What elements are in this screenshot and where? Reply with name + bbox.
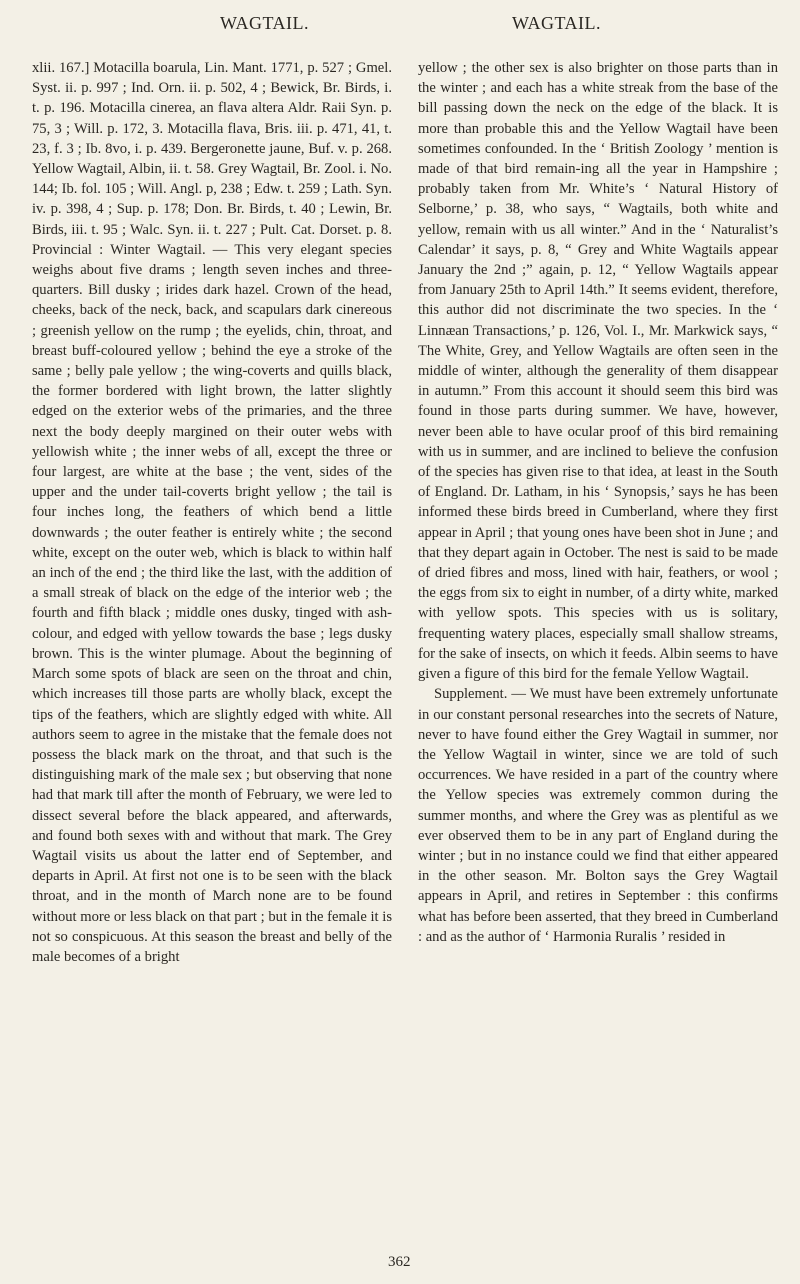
- running-head-right: WAGTAIL.: [512, 13, 602, 33]
- left-column: [32, 58, 392, 967]
- right-column-paragraph-1: yellow ; the other sex is also brighter on those parts than in the winter ; and each has a white streak from the base of the bill passing down the neck on the edge of the black. It is more than probable this and the Yellow Wagtail have been sometimes confounded. In the ‘ British Zoology ’ mention is made of that bird remain-ing all the year in Hampshire ; probably taken from Mr. White’s ‘ Natural History of Selborne,’ p. 38, who says, “ Wagtails, both white and yellow, remain with us all winter.” And in the ‘ Naturalist’s Calendar’ it says, p. 8, “ Grey and White Wagtails appear January the 2nd ;” again, p. 12, “ Yellow Wagtails appear from January 25th to April 14th.” It seems evident, therefore, this author did not discriminate the two species. In the ‘ Linnæan Transactions,’ p. 126, Vol. I., Mr. Markwick says, “ The White, Grey, and Yellow Wagtails are often seen in the middle of winter, although the generality of them disappear in autumn.” From this account it should seem this bird was found in those parts during summer. We have, however, never been able to have ocular proof of this bird remaining with us in summer, and are inclined to believe the confusion of the species has given rise to that idea, at least in the South of England. Dr. Latham, in his ‘ Synopsis,’ says he has been informed these birds breed in Cumberland, where they first appear in April ; that young ones have been shot in June ; and that they depart again in October. The nest is said to be made of dried fibres and moss, lined with hair, feathers, or wool ; the eggs from six to eight in number, of a dirty white, marked with yellow spots. This species with us is solitary, frequenting watery places, especially small shallow streams, for the sake of insects, on which it feeds. Albin seems to have given a figure of this bird for the female Yellow Wagtail.: [418, 60, 778, 683]
- right-column: [418, 58, 778, 947]
- right-column-paragraph-2: Supplement. — We must have been extremely unfortunate in our constant personal researches into the secrets of Nature, never to have found either the Grey Wagtail in summer, nor the Yellow Wagtail in winter, since we are told of such occurrences. We have resided in a part of the country where the Yellow species was extremely common during the summer months, and where the Grey was as plentiful as we ever observed them to be in any part of England during the winter ; but in no instance could we find that either appeared in the other season. Mr. Bolton says the Grey Wagtail appears in April, and retires in September : this confirms what has before been asserted, that they breed in Cumberland : and as the author of ‘ Harmonia Ruralis ’ resided in: [418, 686, 778, 945]
- left-column-paragraph: xlii. 167.] Motacilla boarula, Lin. Mant. 1771, p. 527 ; Gmel. Syst. ii. p. 997 ; Ind. Orn. ii. p. 502, 4 ; Bewick, Br. Birds, i. t. p. 196. Motacilla cinerea, an flava altera Aldr. Raii Syn. p. 75, 3 ; Will. p. 172, 3. Motacilla flava, Bris. iii. p. 471, 41, t. 23, f. 3 ; Ib. 8vo, i. p. 439. Bergeronette jaune, Buf. v. p. 268. Yellow Wagtail, Albin, ii. t. 58. Grey Wagtail, Br. Zool. i. No. 144; Ib. fol. 105 ; Will. Angl. p, 238 ; Edw. t. 259 ; Lath. Syn. iv. p. 398, 4 ; Sup. p. 178; Don. Br. Birds, t. 40 ; Lewin, Br. Birds, iii. t. 95 ; Walc. Syn. ii. t. 227 ; Pult. Cat. Dorset. p. 8. Provincial : Winter Wagtail. — This very elegant species weighs about five drams ; length seven inches and three-quarters. Bill dusky ; irides dark hazel. Crown of the head, cheeks, back of the neck, back, and scapulars dark cinereous ; greenish yellow on the rump ; the eyelids, chin, throat, and breast buff-coloured yellow ; behind the eye a stroke of the same ; belly pale yellow ; the wing-coverts and quills black, the former bordered with light brown, the latter slightly edged on the exterior webs of the primaries, and the three next the body deeply margined on their outer webs with yellowish white ; the inner webs of all, except the three or four largest, are white at the base ; the vent, sides of the upper and the under tail-coverts bright yellow ; the tail is four inches long, the feathers of which bend a little downwards ; the outer feather is entirely white ; the second white, except on the outer web, which is black to within half an inch of the end ; the third like the last, with the addition of a small streak of black on the edge of the interior web ; the fourth and fifth black ; middle ones dusky, tinged with ash-colour, and edged with yellow towards the base ; legs dusky brown. This is the winter plumage. About the beginning of March some spots of black are seen on the throat and chin, which increases till those parts are wholly black, except the tips of the feathers, which are slightly edged with white. All authors seem to agree in the mistake that the female does not possess the black mark on the throat, and that such is the distinguishing mark of the male sex ; but observing that none had that mark till after the month of February, we were led to dissect several before the black appeared, and afterwards, and found both sexes with and without that mark. The Grey Wagtail visits us about the latter end of September, and departs in April. At first not one is to be seen with the black throat, and in the month of March none are to be found without more or less black on that part ; but in the female it is not so conspicuous. At this season the breast and belly of the male becomes of a bright: [32, 60, 392, 965]
- running-head-left: WAGTAIL.: [220, 13, 310, 33]
- page-number: 362: [388, 1254, 411, 1270]
